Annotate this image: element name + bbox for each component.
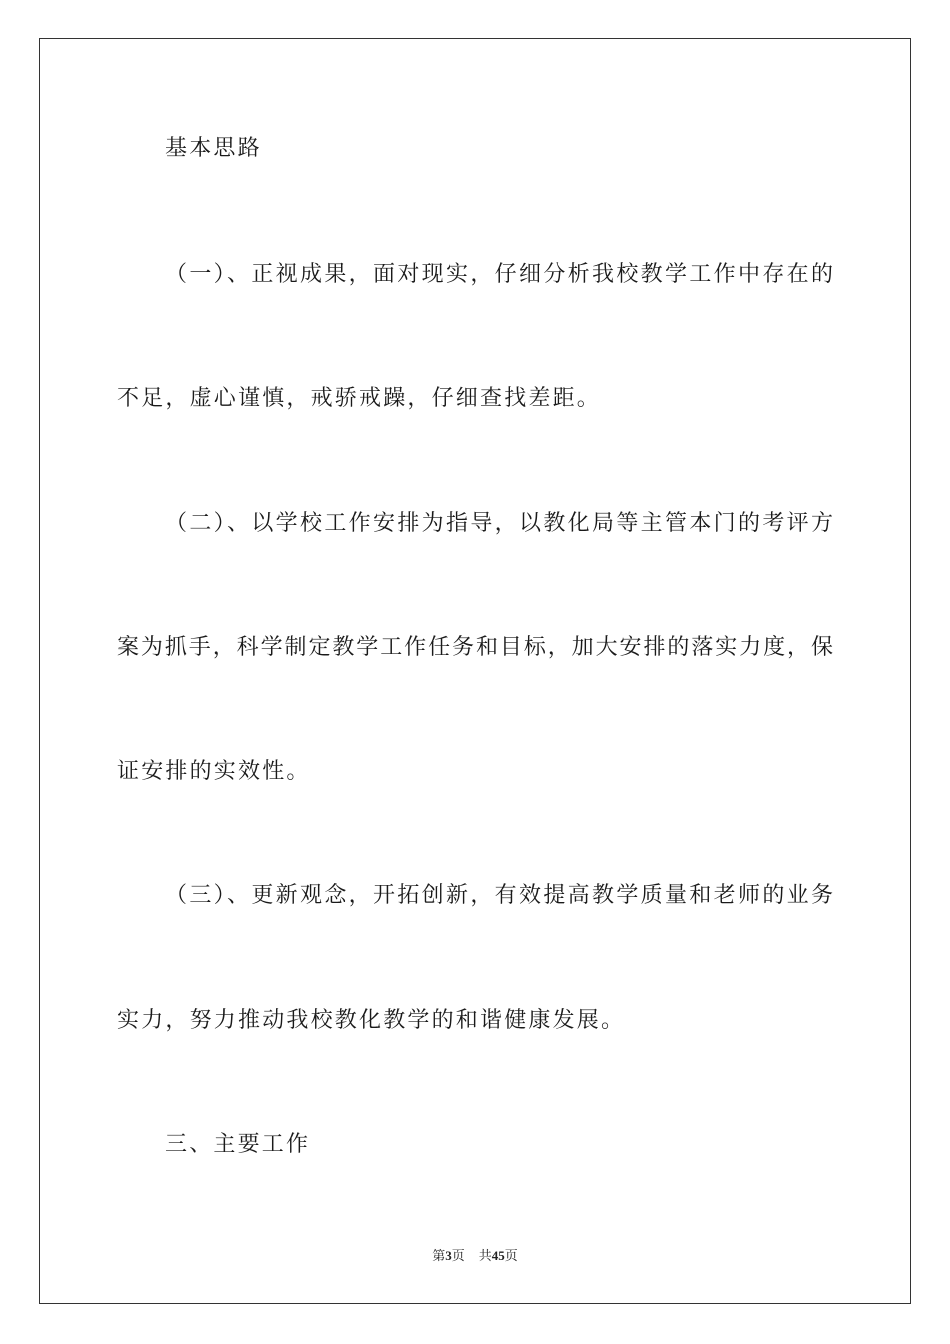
paragraph-3-line-2: 实力，努力推动我校教化教学的和谐健康发展。 (117, 1008, 626, 1033)
page-prefix: 第 (432, 1249, 446, 1264)
total-suffix: 页 (504, 1249, 518, 1264)
page-suffix: 页 (451, 1249, 465, 1264)
paragraph-2-line-3: 证安排的实效性。 (117, 759, 311, 784)
page-number: 3 (445, 1248, 452, 1263)
total-prefix: 共 (478, 1249, 492, 1264)
paragraph-2-line-1: （二）、以学校工作安排为指导，以教化局等主管本门的考评方 (165, 511, 833, 536)
section-title: 三、主要工作 (165, 1132, 311, 1157)
paragraph-2-line-2: 案为抓手，科学制定教学工作任务和目标，加大安排的落实力度，保 (117, 635, 833, 660)
total-pages: 45 (491, 1248, 505, 1263)
page-footer (0, 1247, 950, 1266)
section-heading: 基本思路 (165, 136, 262, 161)
paragraph-3-line-1: （三）、更新观念，开拓创新，有效提高教学质量和老师的业务 (165, 883, 833, 908)
paragraph-1-line-1: （一）、正视成果，面对现实，仔细分析我校教学工作中存在的 (165, 262, 833, 287)
paragraph-1-line-2: 不足，虚心谨慎，戒骄戒躁，仔细查找差距。 (117, 386, 602, 411)
page-border (39, 38, 911, 1304)
